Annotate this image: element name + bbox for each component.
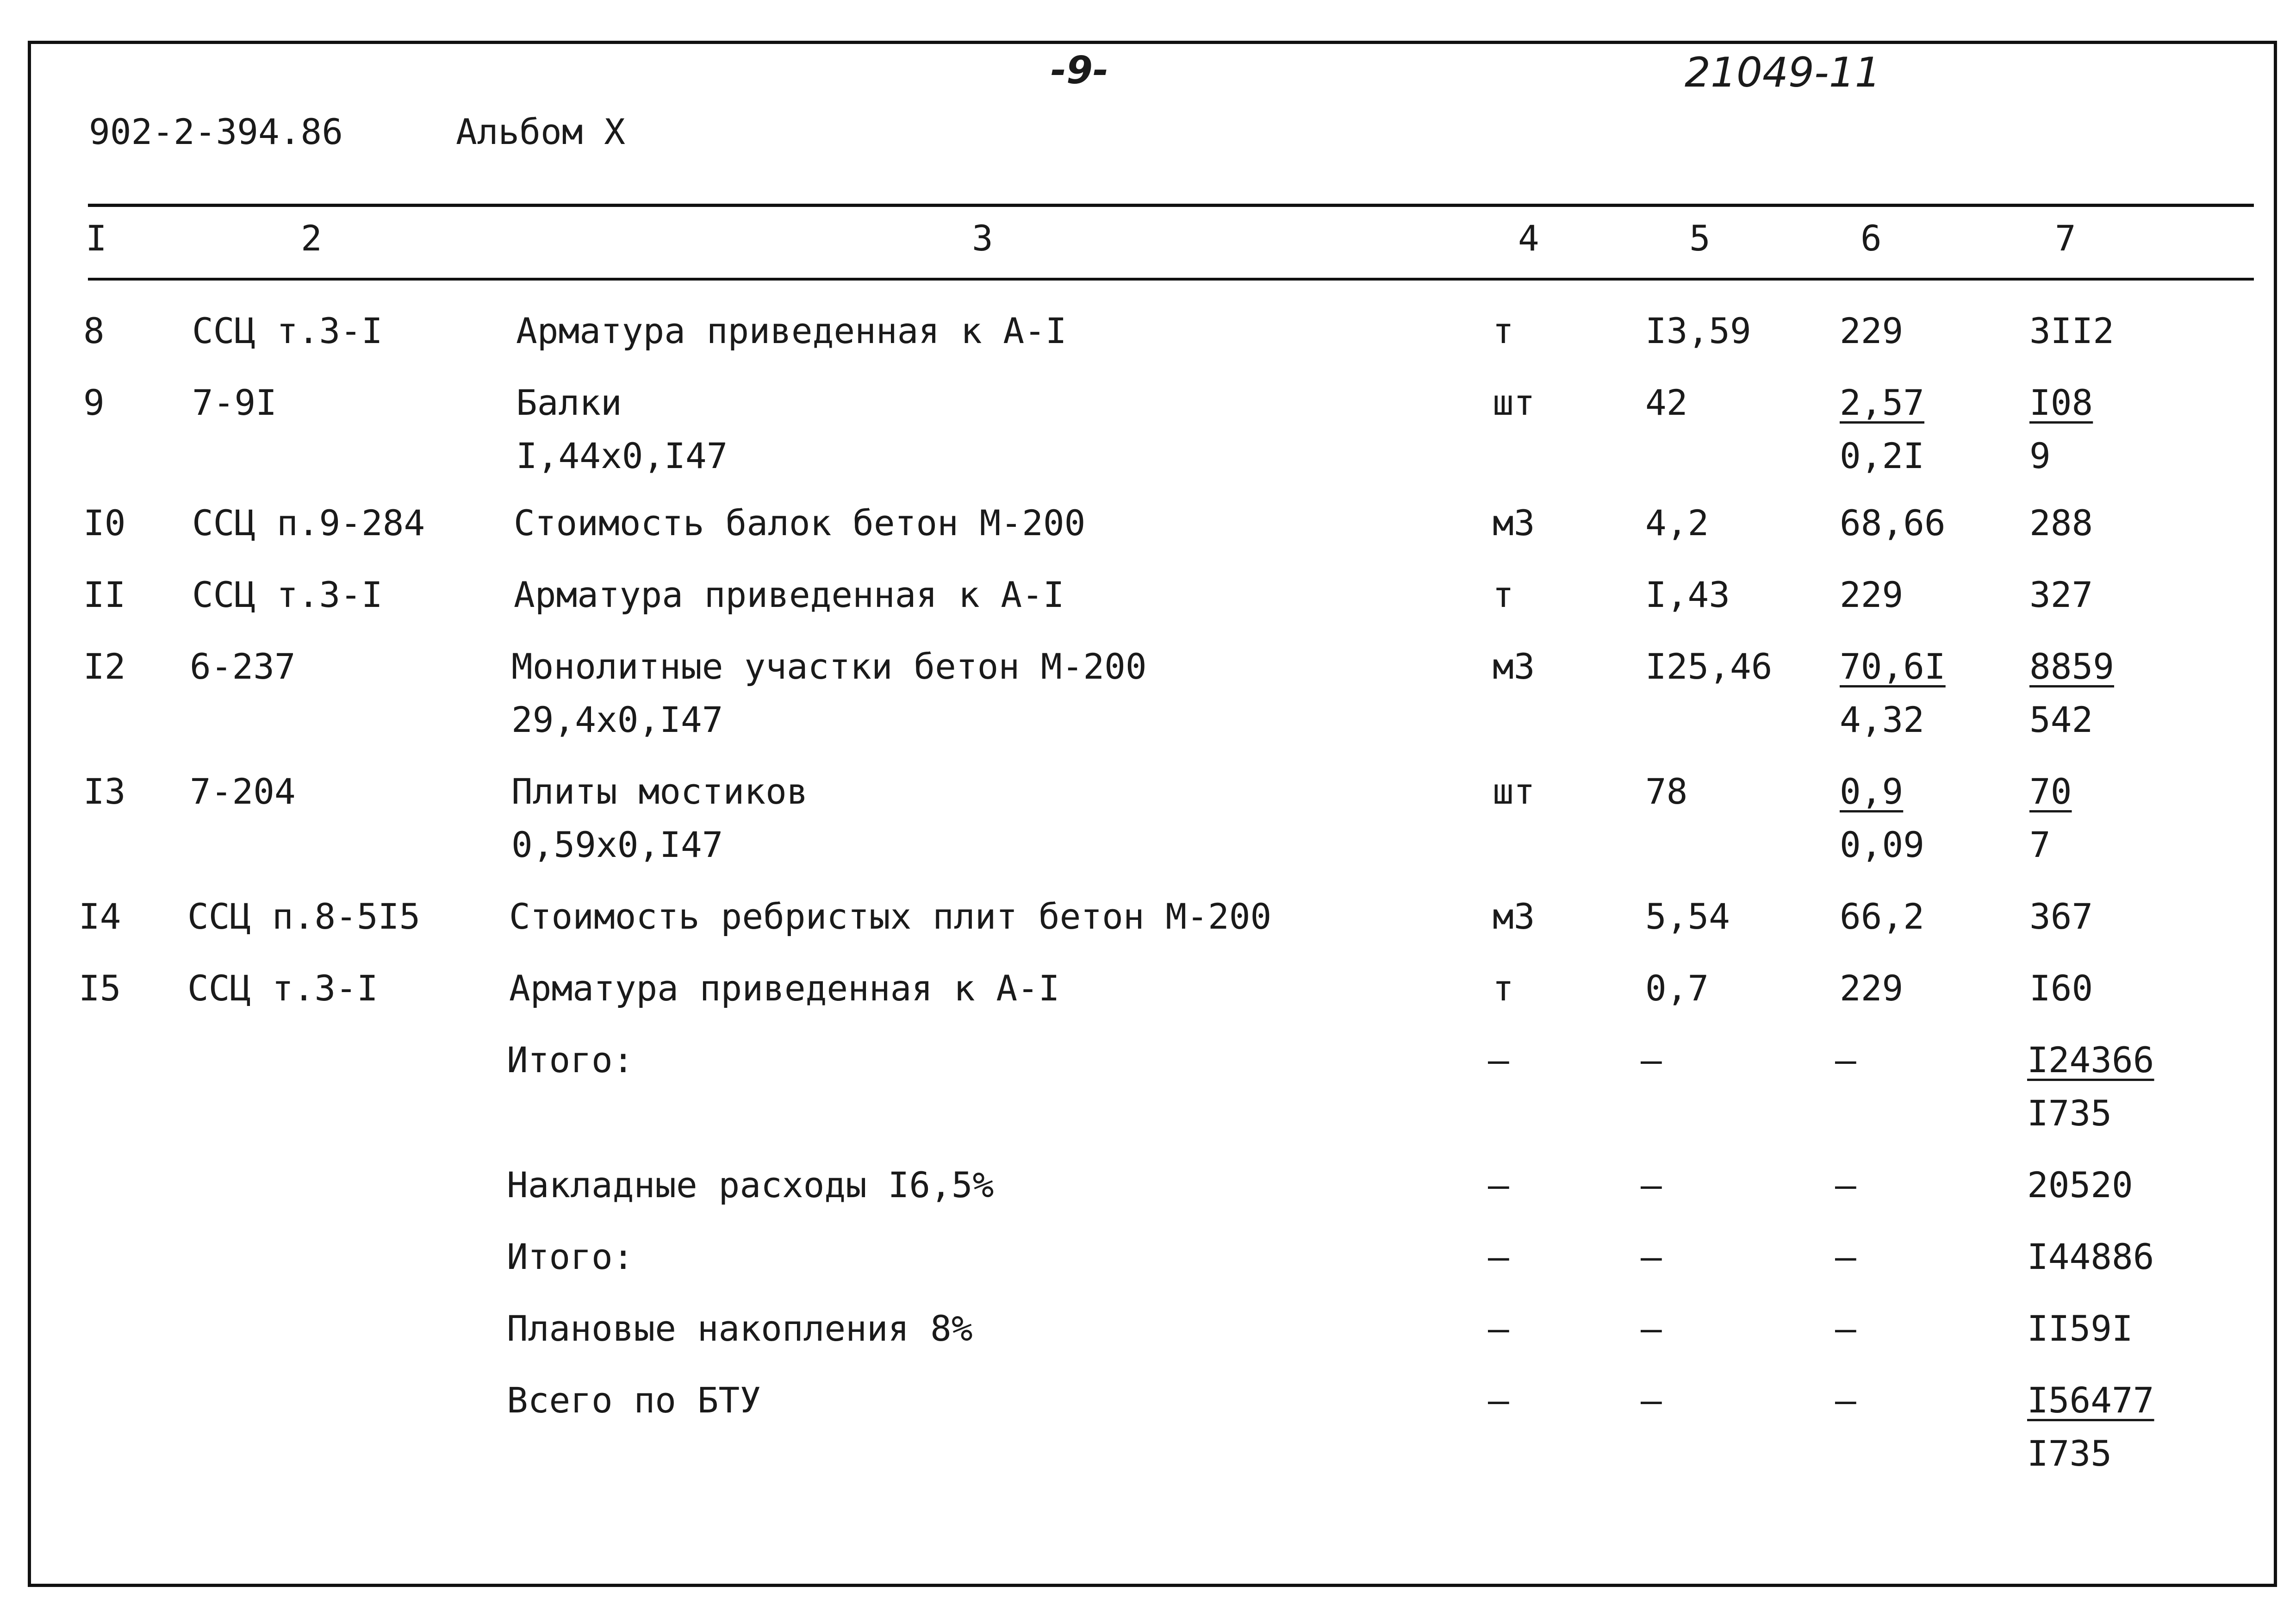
row-number: I3: [83, 771, 126, 812]
row-price: 229: [1840, 968, 1904, 1009]
row-unit: м3: [1493, 646, 1535, 687]
row-unit: м3: [1493, 502, 1535, 543]
summary-label: Итого:: [507, 1039, 634, 1081]
row-unit: шт: [1493, 382, 1535, 423]
summary-dash: –: [1488, 1164, 1509, 1206]
row-price: 229: [1840, 310, 1904, 351]
row-code: ССЦ п.9-284: [192, 502, 425, 543]
row-name: Балки: [516, 382, 622, 423]
row-total: 8859: [2029, 646, 2115, 687]
album-label: Альбом X: [456, 111, 626, 152]
summary-dash: –: [1488, 1380, 1509, 1421]
row-total-secondary: 9: [2029, 435, 2051, 476]
row-name: Стоимость балок бетон М-200: [514, 502, 1086, 543]
row-code: ССЦ п.8-5I5: [187, 896, 421, 937]
column-header-2: 2: [301, 218, 322, 259]
row-quantity: 5,54: [1645, 896, 1730, 937]
row-total: I60: [2029, 968, 2093, 1009]
row-unit: т: [1493, 310, 1514, 351]
summary-dash: –: [1835, 1308, 1856, 1349]
page-frame: [28, 41, 2277, 1587]
row-code: ССЦ т.3-I: [187, 968, 378, 1009]
row-total: 327: [2029, 574, 2093, 615]
summary-dash: –: [1641, 1380, 1662, 1421]
summary-dash: –: [1641, 1164, 1662, 1206]
summary-total: II59I: [2027, 1308, 2133, 1349]
row-quantity: 0,7: [1645, 968, 1709, 1009]
row-total: 367: [2029, 896, 2093, 937]
row-number: I0: [83, 502, 126, 543]
column-header-1: I: [86, 218, 107, 259]
row-code: ССЦ т.3-I: [192, 574, 383, 615]
row-price-secondary: 4,32: [1840, 699, 1925, 740]
row-number: 8: [83, 310, 105, 351]
summary-dash: –: [1835, 1164, 1856, 1206]
row-code: 6-237: [190, 646, 296, 687]
row-price: 68,66: [1840, 502, 1946, 543]
column-header-4: 4: [1518, 218, 1539, 259]
summary-dash: –: [1488, 1236, 1509, 1277]
column-header-5: 5: [1689, 218, 1711, 259]
summary-dash: –: [1488, 1039, 1509, 1081]
row-unit: шт: [1493, 771, 1535, 812]
row-name: Монолитные участки бетон М-200: [511, 646, 1147, 687]
summary-total-secondary: I735: [2027, 1093, 2112, 1134]
summary-dash: –: [1835, 1236, 1856, 1277]
row-number: I4: [79, 896, 121, 937]
summary-label: Всего по БТУ: [507, 1380, 761, 1421]
row-total-secondary: 542: [2029, 699, 2093, 740]
row-price: 2,57: [1840, 382, 1925, 423]
row-subtext: 0,59х0,I47: [511, 824, 723, 865]
table-top-rule: [88, 204, 2254, 207]
row-price-secondary: 0,09: [1840, 824, 1925, 865]
row-name: Арматура приведенная к А-I: [514, 574, 1064, 615]
column-header-6: 6: [1860, 218, 1882, 259]
row-quantity: I3,59: [1645, 310, 1751, 351]
row-name: Плиты мостиков: [511, 771, 808, 812]
row-number: II: [83, 574, 126, 615]
row-price-secondary: 0,2I: [1840, 435, 1925, 476]
summary-dash: –: [1835, 1039, 1856, 1081]
row-subtext: 29,4х0,I47: [511, 699, 723, 740]
summary-label: Плановые накопления 8%: [507, 1308, 973, 1349]
summary-dash: –: [1641, 1236, 1662, 1277]
summary-dash: –: [1835, 1380, 1856, 1421]
row-unit: т: [1493, 968, 1514, 1009]
summary-dash: –: [1641, 1039, 1662, 1081]
row-code: 7-204: [190, 771, 296, 812]
row-code: ССЦ т.3-I: [192, 310, 383, 351]
row-total: I08: [2029, 382, 2093, 423]
row-number: I5: [79, 968, 121, 1009]
summary-total: 20520: [2027, 1164, 2133, 1206]
row-code: 7-9I: [192, 382, 277, 423]
row-number: I2: [83, 646, 126, 687]
row-unit: м3: [1493, 896, 1535, 937]
row-price: 66,2: [1840, 896, 1925, 937]
row-price: 70,6I: [1840, 646, 1946, 687]
row-price: 229: [1840, 574, 1904, 615]
row-quantity: I25,46: [1645, 646, 1773, 687]
summary-label: Накладные расходы I6,5%: [507, 1164, 994, 1206]
summary-dash: –: [1488, 1308, 1509, 1349]
summary-total: I56477: [2027, 1380, 2154, 1421]
page-number: -9-: [1051, 49, 1109, 93]
row-unit: т: [1493, 574, 1514, 615]
summary-total: I44886: [2027, 1236, 2154, 1277]
row-quantity: 78: [1645, 771, 1688, 812]
summary-dash: –: [1641, 1308, 1662, 1349]
row-name: Стоимость ребристых плит бетон М-200: [509, 896, 1272, 937]
document-number: 21049-11: [1685, 49, 1881, 96]
row-total: 70: [2029, 771, 2072, 812]
row-total-secondary: 7: [2029, 824, 2051, 865]
column-header-7: 7: [2055, 218, 2076, 259]
column-header-3: 3: [972, 218, 993, 259]
header-bottom-rule: [88, 278, 2254, 281]
row-number: 9: [83, 382, 105, 423]
row-quantity: 42: [1645, 382, 1688, 423]
row-name: Арматура приведенная к А-I: [509, 968, 1060, 1009]
summary-total: I24366: [2027, 1039, 2154, 1081]
row-total: 3II2: [2029, 310, 2115, 351]
row-quantity: 4,2: [1645, 502, 1709, 543]
summary-total-secondary: I735: [2027, 1433, 2112, 1474]
row-subtext: I,44х0,I47: [516, 435, 728, 476]
summary-label: Итого:: [507, 1236, 634, 1277]
project-designation: 902-2-394.86: [89, 111, 343, 152]
row-quantity: I,43: [1645, 574, 1730, 615]
row-total: 288: [2029, 502, 2093, 543]
row-name: Арматура приведенная к А-I: [516, 310, 1067, 351]
row-price: 0,9: [1840, 771, 1904, 812]
